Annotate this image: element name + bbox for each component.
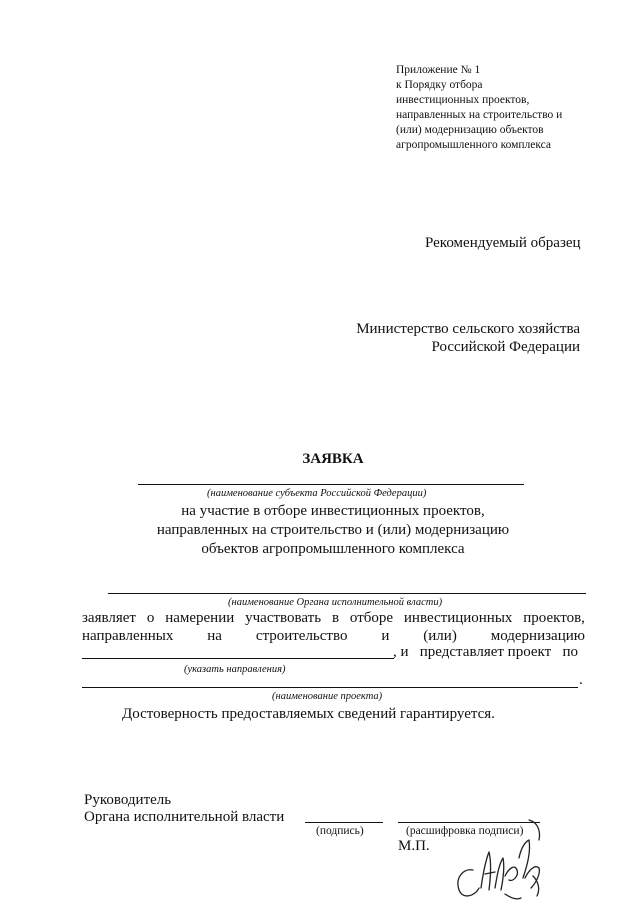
word: о <box>146 610 155 626</box>
handwritten-signature <box>445 818 560 903</box>
word: проектов, <box>523 610 585 626</box>
project-blank-line <box>82 687 578 688</box>
authority-caption: (наименование Органа исполнительной власти) <box>228 597 443 608</box>
role-line1: Руководитель <box>84 792 172 808</box>
project-caption: (наименование проекта) <box>272 691 383 702</box>
statement-line3-tail: , и представляет проект по <box>393 644 578 660</box>
subject-caption: (наименование субъекта Российской Федерации) <box>207 488 427 499</box>
subject-blank-line <box>138 484 524 485</box>
word: (или) <box>423 628 457 644</box>
role-line2: Органа исполнительной власти <box>84 809 285 825</box>
decode-caption: (расшифровка подписи) <box>406 825 524 837</box>
word: инвестиционных <box>403 610 513 626</box>
word: на <box>207 628 222 644</box>
appendix-line: агропромышленного комплекса <box>396 139 552 151</box>
direction-blank-line <box>82 658 394 659</box>
document-title: ЗАЯВКА <box>302 451 364 467</box>
word: участвовать <box>245 610 322 626</box>
sign-caption: (подпись) <box>316 825 364 837</box>
guarantee-statement: Достоверность предоставляемых сведений гарантируется. <box>122 706 495 722</box>
ministry-addressee <box>356 320 580 356</box>
word: и <box>381 628 390 644</box>
direction-caption: (указать направления) <box>184 664 286 675</box>
authority-blank-line <box>108 593 586 594</box>
purpose-line2: направленных на строительство и (или) модернизацию <box>156 522 510 538</box>
signature-blank-line <box>305 822 383 823</box>
stamp-label: М.П. <box>398 838 430 854</box>
sample-label: Рекомендуемый образец <box>425 235 581 251</box>
statement-line1 <box>82 610 585 627</box>
word: в <box>331 610 340 626</box>
word: намерении <box>165 610 235 626</box>
word: направленных <box>82 628 174 644</box>
purpose-line3: объектов агропромышленного комплекса <box>201 541 465 557</box>
word: модернизацию <box>490 628 585 644</box>
ministry-line2: Российской Федерации <box>431 339 580 355</box>
appendix-line: инвестиционных проектов, <box>396 94 530 106</box>
statement-line2 <box>82 628 585 645</box>
purpose-line1: на участие в отборе инвестиционных проектов, <box>181 503 485 519</box>
appendix-line: к Порядку отбора <box>396 79 483 91</box>
word: отборе <box>349 610 394 626</box>
project-end-period: . <box>579 672 583 688</box>
ministry-line1: Министерство сельского хозяйства <box>356 321 580 337</box>
word: заявляет <box>82 610 136 626</box>
appendix-header <box>396 63 562 153</box>
word: строительство <box>255 628 348 644</box>
appendix-line: Приложение № 1 <box>396 64 481 76</box>
appendix-line: направленных на строительство и <box>396 109 563 121</box>
appendix-line: (или) модернизацию объектов <box>396 124 544 136</box>
